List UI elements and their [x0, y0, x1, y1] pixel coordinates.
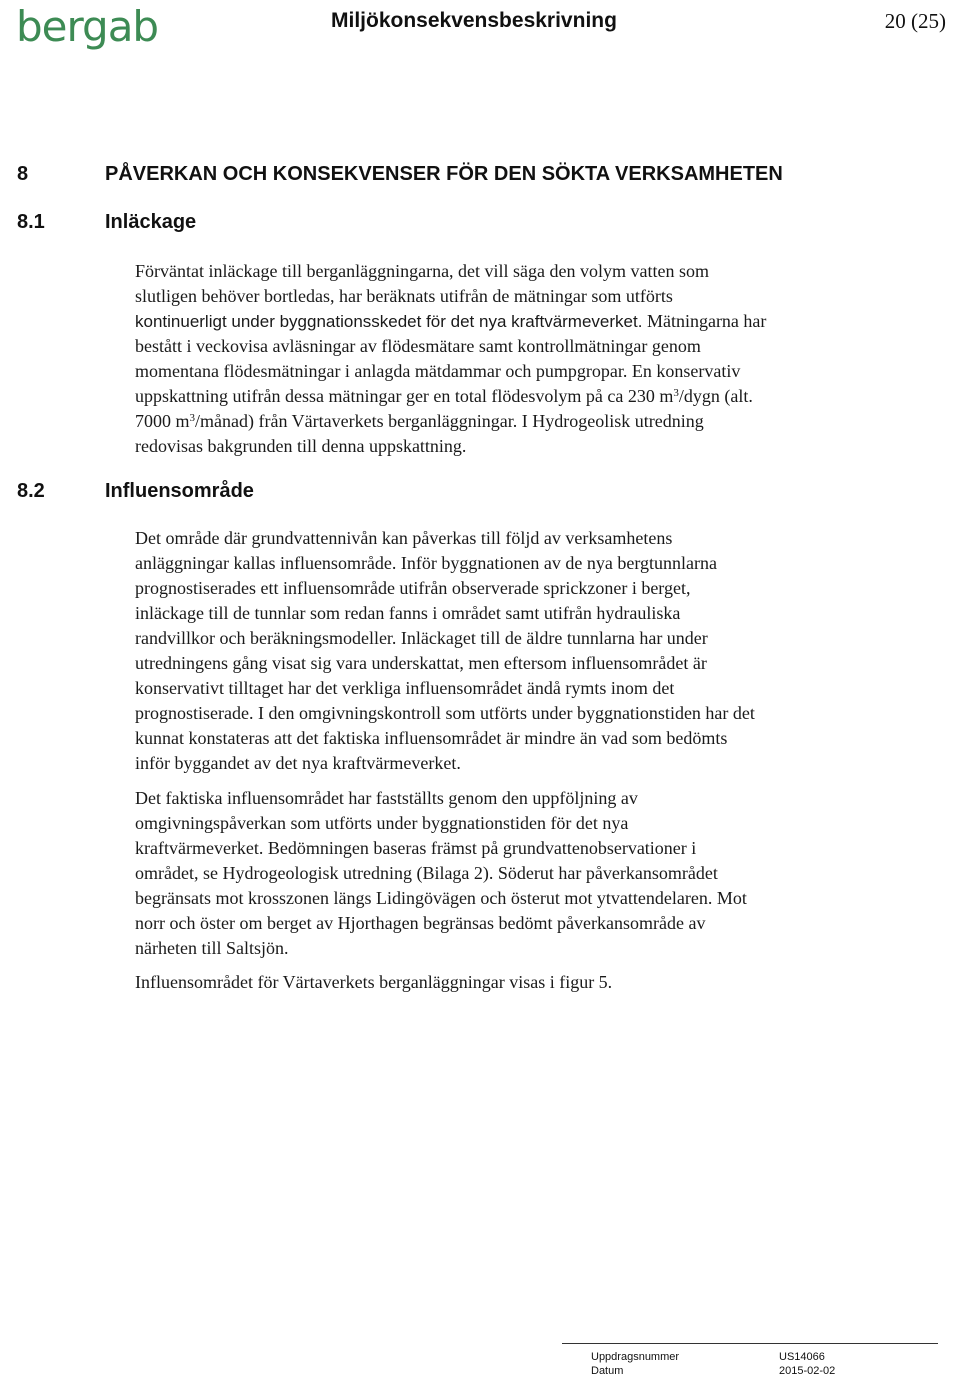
page-number: 20 (25)	[884, 9, 946, 33]
footer-label-datum: Datum	[591, 1365, 624, 1377]
footer-value-datum: 2015-02-02	[779, 1365, 836, 1377]
text-line: Det område där grundvattennivån kan påverkas till följd av verksamhetens	[135, 528, 673, 548]
text-line: randvillkor och beräkningsmodeller. Inläckaget till de äldre tunnlarna har under	[135, 628, 708, 648]
text-line: slutligen behöver bortledas, har beräknats utifrån de mätningar som utförts	[135, 286, 673, 306]
text-line: Influensområdet för Värtaverkets berganläggningar visas i figur 5.	[135, 972, 613, 992]
text-line: momentana flödesmätningar i anlagda mätdammar och pumpgropar. En konservativ	[135, 361, 741, 381]
text-line: kraftvärmeverket. Bedömningen baseras främst på grundvattenobservationer i	[135, 838, 697, 858]
bergab-logo	[16, 2, 158, 51]
text-line: inför byggandet av det nya kraftvärmeverket.	[135, 753, 461, 773]
text-line: utredningens gång visat sig vara underskattat, men eftersom influensområdet är	[135, 653, 707, 673]
footer-label-uppdragsnummer: Uppdragsnummer	[591, 1351, 680, 1363]
subsection-title: Influensområde	[105, 480, 254, 502]
text-line: Det faktiska influensområdet har fastställts genom den uppföljning av	[135, 788, 638, 808]
paragraph-influensomrade-1	[135, 526, 935, 776]
text-line: prognostiserades ett influensområde utifrån observerade sprickzoner i berget,	[135, 578, 691, 598]
text-line: norr och öster om berget av Hjorthagen begränsas bedömt påverkansområde av	[135, 913, 706, 933]
text-segment: 7000 m	[135, 411, 190, 431]
subsection-title: Inläckage	[105, 211, 197, 233]
section-number: 8	[17, 163, 29, 185]
subsection-heading-8-2	[17, 480, 254, 503]
text-segment: /dygn (alt.	[678, 386, 753, 406]
text-line: prognostiserade. I den omgivningskontroll som utförts under byggnationstiden har det	[135, 703, 755, 723]
footer-labels	[591, 1350, 679, 1378]
subsection-number: 8.1	[17, 211, 45, 233]
paragraph-influensomrade-3	[135, 970, 935, 995]
text-line: området, se Hydrogeologisk utredning (Bilaga 2). Söderut har påverkansområdet	[135, 863, 718, 883]
paragraph-influensomrade-2	[135, 786, 935, 961]
section-title: PÅVERKAN OCH KONSEKVENSER FÖR DEN SÖKTA VERKSAMHETEN	[105, 163, 783, 185]
text-line: bestått i veckovisa avläsningar av flödesmätare samt kontrollmätningar genom	[135, 336, 701, 356]
text-line: begränsats mot krosszonen längs Lidingövägen och österut mot ytvattendelaren. Mot	[135, 888, 747, 908]
text-segment: kontinuerligt under byggnationsskedet för det nya kraftvärmeverket.	[135, 312, 643, 331]
superscript: 3	[189, 412, 196, 424]
text-line: närheten till Saltsjön.	[135, 938, 289, 958]
logo-text: bergab	[16, 2, 159, 51]
footer-value-uppdragsnummer: US14066	[779, 1351, 825, 1363]
section-heading-8	[17, 163, 783, 186]
text-line: inläckage till de tunnlar som redan fanns i området samt utifrån hydrauliska	[135, 603, 681, 623]
paragraph-inlackage	[135, 259, 935, 459]
text-line: redovisas bakgrunden till denna uppskattning.	[135, 436, 467, 456]
text-line: omgivningspåverkan som utförts under byggnationstiden för det nya	[135, 813, 629, 833]
subsection-heading-8-1	[17, 211, 196, 234]
footer-divider	[562, 1343, 938, 1344]
text-segment: Mätningarna har	[642, 311, 767, 331]
text-line	[135, 309, 935, 334]
document-title: Miljökonsekvensbeskrivning	[331, 9, 617, 32]
text-segment: /månad) från Värtaverkets berganläggningar. I Hydrogeolisk utredning	[195, 411, 704, 431]
text-line: Förväntat inläckage till berganläggningarna, det vill säga den volym vatten som	[135, 261, 710, 281]
footer-values	[779, 1350, 835, 1378]
text-line: anläggningar kallas influensområde. Inför byggnationen av de nya bergtunnlarna	[135, 553, 717, 573]
superscript: 3	[673, 387, 679, 399]
text-line	[135, 409, 935, 434]
text-line	[135, 384, 935, 409]
text-line: konservativt tilltaget har det verkliga influensområdet ändå rymts inom det	[135, 678, 675, 698]
text-segment: uppskattning utifrån dessa mätningar ger en total flödesvolym på ca 230 m	[135, 386, 674, 406]
subsection-number: 8.2	[17, 480, 45, 502]
text-line: kunnat konstateras att det faktiska influensområdet är mindre än vad som bedömts	[135, 728, 728, 748]
